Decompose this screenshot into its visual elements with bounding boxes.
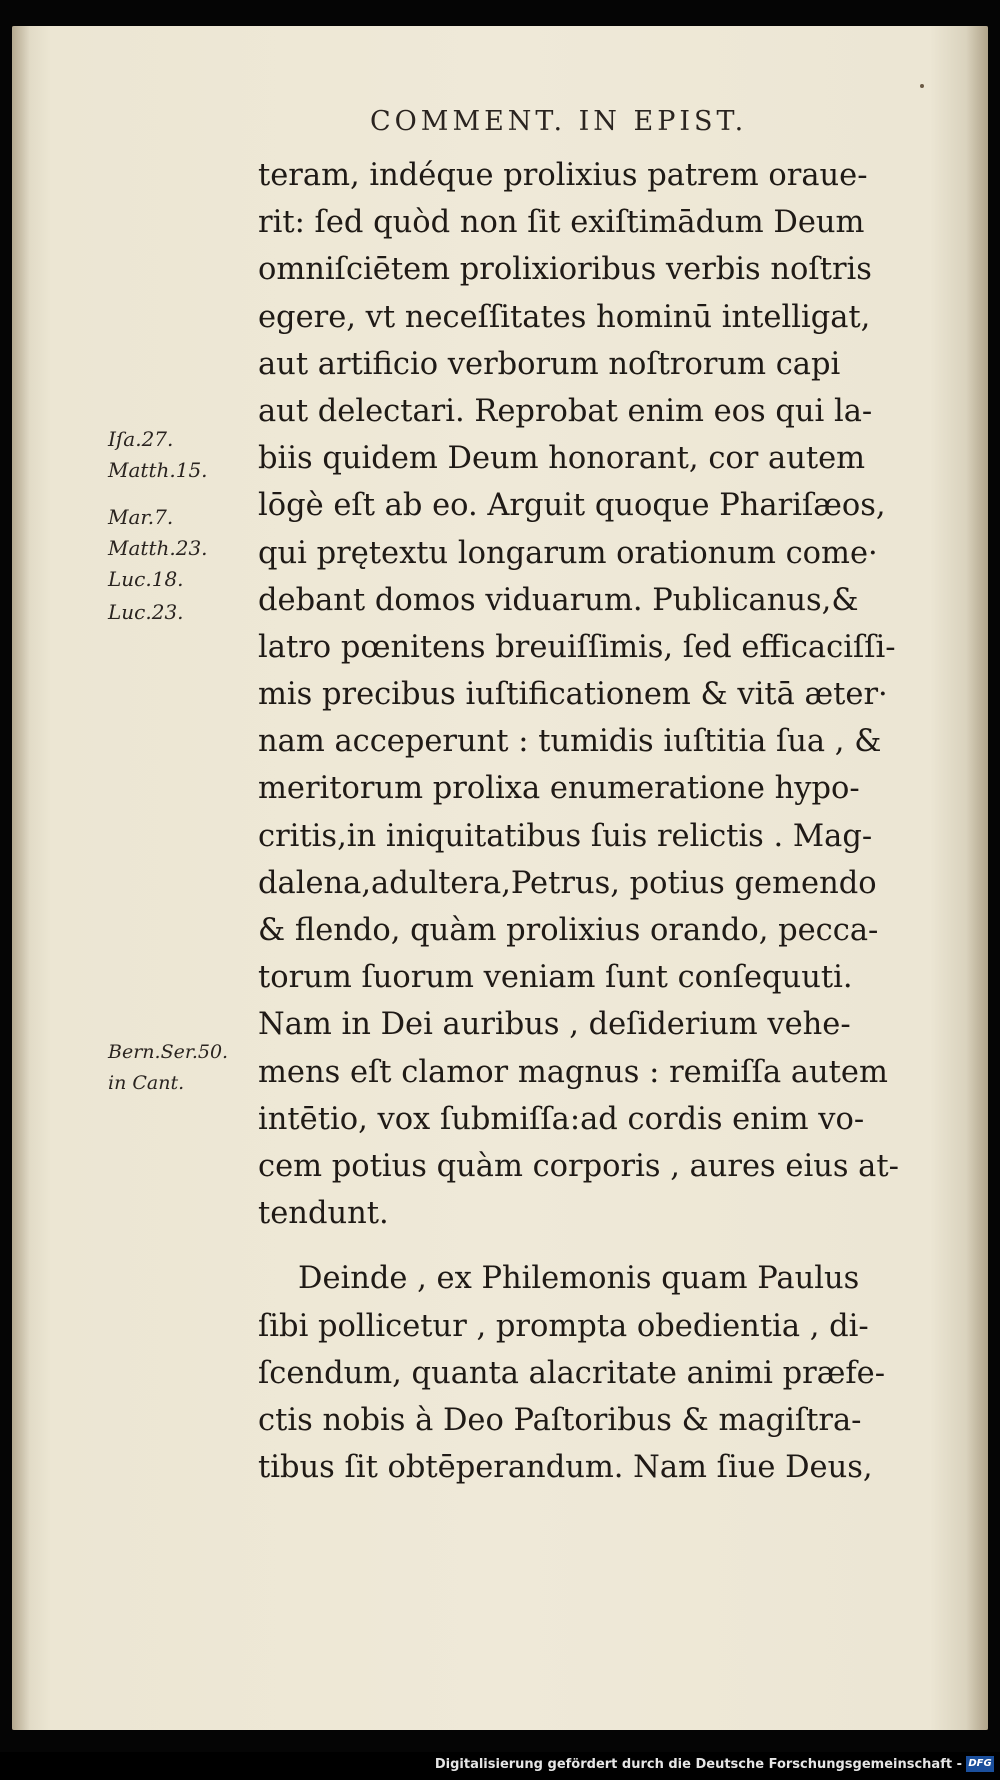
text-line: aut artificio verborum noſtrorum capi <box>258 346 841 382</box>
text-line: qui prętextu longarum orationum come· <box>258 535 878 571</box>
dfg-logo: DFG <box>966 1756 994 1772</box>
text-line: ctis nobis à Deo Paſtoribus & magiſtra- <box>258 1402 862 1438</box>
text-line: nam acceperunt : tumidis iuſtitia ſua , & <box>258 724 882 760</box>
margin-note-matth23: Matth.23. <box>108 536 208 560</box>
footer-credit: Digitalisierung gefördert durch die Deutsche Forschungsgemeinschaft - <box>434 1757 962 1772</box>
text-line: rit: ſed quòd non ſit exiſtimādum Deum <box>258 205 865 241</box>
margin-note-isa: Iſa.27. <box>108 427 174 451</box>
text-line: teram, indéque prolixius patrem oraue- <box>258 158 868 193</box>
running-head: COMMENT. IN EPIST. <box>370 106 748 137</box>
main-text-block <box>258 152 958 1491</box>
text-line: critis,in iniquitatibus ſuis relictis . Mag- <box>258 818 873 854</box>
text-line: biis quidem Deum honorant, cor autem <box>258 441 866 477</box>
paragraph-gap <box>258 1237 958 1255</box>
text-line: ſibi pollicetur , prompta obedientia , di- <box>258 1308 869 1344</box>
ink-speck <box>920 84 924 88</box>
text-line: cem potius quàm corporis , aures eius at- <box>258 1148 899 1184</box>
text-line: egere, vt neceſſitates hominū intelligat, <box>258 299 871 335</box>
text-line: tibus ſit obtēperandum. Nam ſiue Deus, <box>258 1450 873 1486</box>
text-line: & flendo, quàm prolixius orando, pecca- <box>258 913 879 948</box>
text-line: intētio, vox ſubmiſſa:ad cordis enim vo- <box>258 1101 865 1137</box>
page-edge-shadow <box>966 26 988 1730</box>
text-line: mis precibus iuſtificationem & vitā æter· <box>258 677 888 713</box>
text-line: aut delectari. Reprobat enim eos qui la- <box>258 393 873 429</box>
margin-note-bern: Bern.Ser.50. <box>108 1041 229 1063</box>
text-line: torum ſuorum veniam ſunt conſequuti. <box>258 960 853 996</box>
text-line: debant domos viduarum. Publicanus,& <box>258 582 859 618</box>
text-line: Nam in Dei auribus , deſiderium vehe- <box>258 1007 851 1043</box>
margin-note-mar: Mar.7. <box>108 505 174 529</box>
text-line: ſcendum, quanta alacritate animi præfe- <box>258 1355 886 1391</box>
text-line: omniſciētem prolixioribus verbis noſtris <box>258 252 872 288</box>
margin-note-luc18: Luc.18. <box>108 567 184 591</box>
text-line: tendunt. <box>258 1196 389 1232</box>
text-line: latro pœnitens breuiſſimis, ſed efficaciſſi- <box>258 629 896 665</box>
page-gutter-shadow <box>12 26 30 1730</box>
margin-note-matth15: Matth.15. <box>108 458 208 482</box>
text-line: lōgè eſt ab eo. Arguit quoque Phariſæos, <box>258 488 886 524</box>
text-line: dalena,adultera,Petrus, potius gemendo <box>258 865 877 901</box>
text-line: Deinde , ex Philemonis quam Paulus <box>298 1261 860 1297</box>
margin-note-luc23: Luc.23. <box>108 600 184 624</box>
margin-note-cant: in Cant. <box>108 1072 185 1094</box>
footer-bar <box>0 1752 1000 1780</box>
text-line: meritorum prolixa enumeratione hypo- <box>258 771 860 807</box>
text-line: mens eſt clamor magnus : remiſſa autem <box>258 1054 888 1090</box>
